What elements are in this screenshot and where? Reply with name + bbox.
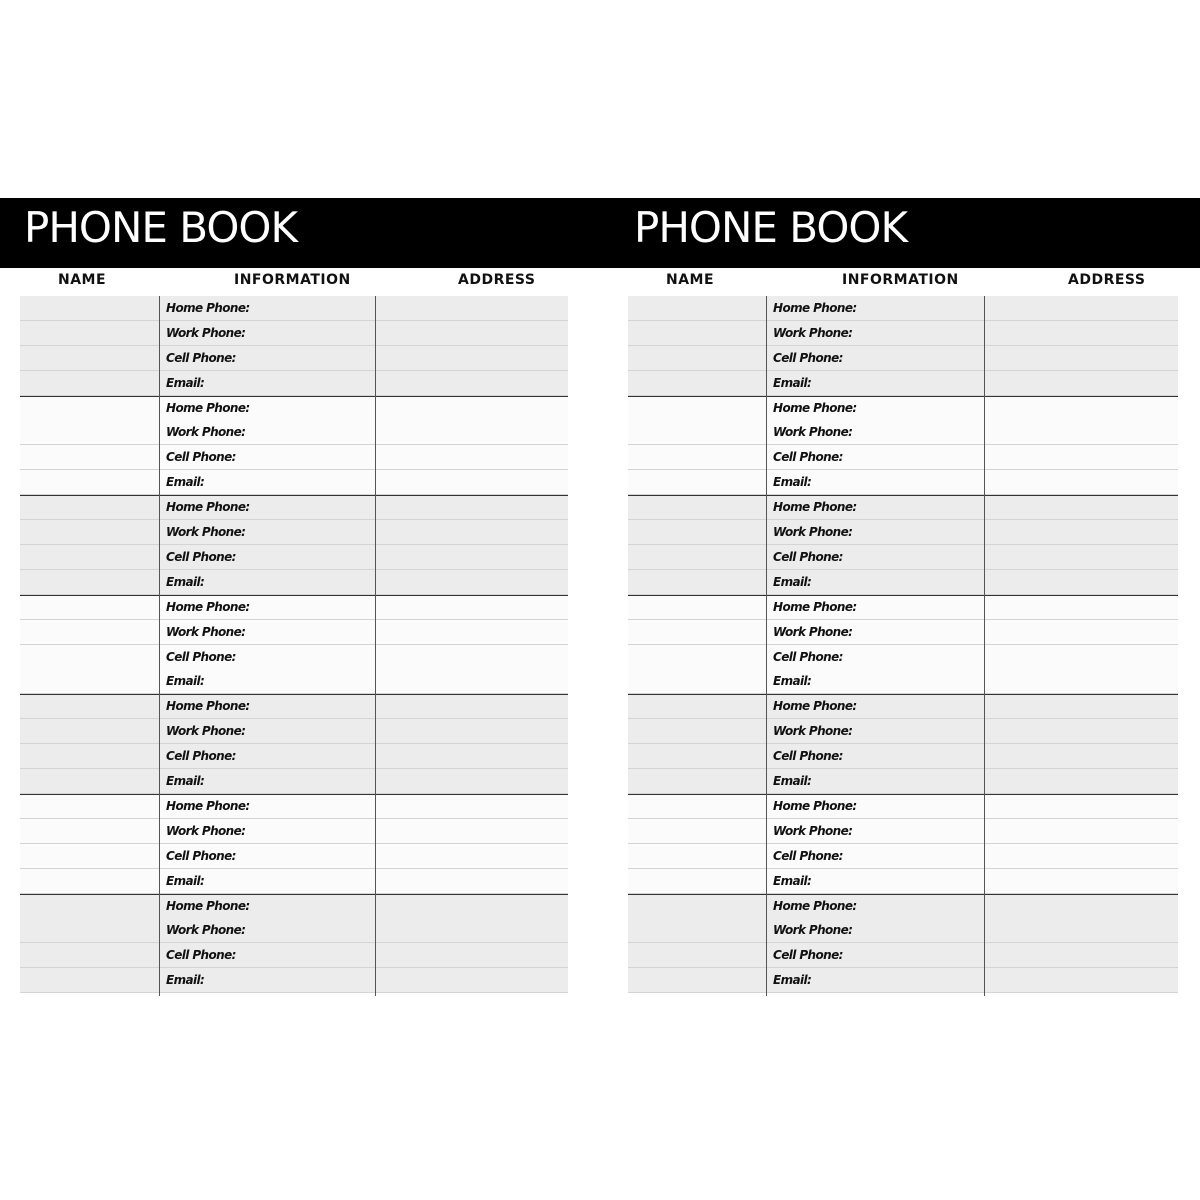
entry-line[interactable] xyxy=(628,470,1178,495)
field-label: Work Phone: xyxy=(166,325,246,340)
entry-line[interactable] xyxy=(628,794,1178,819)
field-label: Cell Phone: xyxy=(166,749,236,764)
field-label: Home Phone: xyxy=(166,799,250,813)
entry-line[interactable] xyxy=(20,620,568,645)
contact-entry xyxy=(20,296,568,396)
field-label: Home Phone: xyxy=(773,301,857,315)
field-label: Cell Phone: xyxy=(166,350,236,365)
field-label: Home Phone: xyxy=(773,500,857,515)
phone-book-page-right xyxy=(628,268,1178,1003)
entry-line[interactable] xyxy=(628,545,1178,570)
entry-line[interactable] xyxy=(628,396,1178,421)
field-label: Email: xyxy=(773,873,812,888)
field-label: Email: xyxy=(166,973,205,988)
entry-separator xyxy=(628,794,1178,795)
field-label: Work Phone: xyxy=(166,624,246,639)
contact-entry xyxy=(628,495,1178,595)
entry-line[interactable] xyxy=(20,470,568,495)
field-label: Home Phone: xyxy=(166,500,250,515)
field-label: Cell Phone: xyxy=(773,848,843,863)
field-label: Home Phone: xyxy=(773,599,857,614)
field-label: Home Phone: xyxy=(166,599,250,614)
phone-book-page-left xyxy=(20,268,568,1003)
entry-separator xyxy=(20,396,568,397)
entry-line[interactable] xyxy=(628,894,1178,919)
field-label: Email: xyxy=(166,674,205,689)
field-label: Work Phone: xyxy=(773,325,853,340)
field-label: Work Phone: xyxy=(166,525,246,540)
entry-separator xyxy=(628,396,1178,397)
contact-entry xyxy=(628,396,1178,496)
entry-separator xyxy=(628,595,1178,596)
contact-entry xyxy=(20,595,568,695)
field-label: Email: xyxy=(166,475,205,490)
entry-separator xyxy=(20,595,568,596)
field-label: Email: xyxy=(773,674,812,689)
field-label: Email: xyxy=(166,375,205,390)
field-label: Work Phone: xyxy=(773,823,853,838)
entry-line[interactable] xyxy=(20,346,568,371)
field-label: Cell Phone: xyxy=(166,948,236,963)
field-label: Home Phone: xyxy=(773,799,857,813)
contact-entry xyxy=(20,794,568,894)
field-label: Home Phone: xyxy=(166,898,250,913)
column-header-address: ADDRESS xyxy=(458,272,536,288)
entry-line[interactable] xyxy=(20,819,568,844)
field-label: Work Phone: xyxy=(166,923,246,938)
entry-line[interactable] xyxy=(20,396,568,421)
field-label: Work Phone: xyxy=(166,724,246,739)
entry-line[interactable] xyxy=(20,645,568,670)
field-label: Work Phone: xyxy=(773,624,853,639)
contact-entry xyxy=(20,894,568,994)
entry-line[interactable] xyxy=(20,794,568,819)
field-label: Home Phone: xyxy=(773,699,857,714)
entry-line[interactable] xyxy=(20,321,568,346)
contact-entry xyxy=(628,595,1178,695)
page-title-left: PHONE BOOK xyxy=(24,203,298,252)
field-label: Work Phone: xyxy=(773,525,853,540)
field-label: Work Phone: xyxy=(773,425,853,440)
entry-line[interactable] xyxy=(20,694,568,719)
contact-entry xyxy=(20,396,568,496)
address-column-divider xyxy=(984,296,985,996)
entry-line[interactable] xyxy=(628,669,1178,694)
entry-line[interactable] xyxy=(628,819,1178,844)
field-label: Cell Phone: xyxy=(773,450,843,465)
field-label: Email: xyxy=(166,574,205,589)
entry-line[interactable] xyxy=(20,769,568,794)
entry-line[interactable] xyxy=(628,744,1178,769)
entry-line[interactable] xyxy=(20,669,568,694)
name-column-divider xyxy=(159,296,160,996)
entry-line[interactable] xyxy=(628,694,1178,719)
entry-line[interactable] xyxy=(20,445,568,470)
entries-grid xyxy=(20,296,568,996)
column-header-name: NAME xyxy=(666,272,715,288)
entry-line[interactable] xyxy=(20,545,568,570)
entry-line[interactable] xyxy=(20,719,568,744)
field-label: Email: xyxy=(166,873,205,888)
field-label: Work Phone: xyxy=(166,823,246,838)
field-label: Home Phone: xyxy=(166,699,250,714)
entry-line[interactable] xyxy=(628,321,1178,346)
entry-line[interactable] xyxy=(628,371,1178,396)
entry-line[interactable] xyxy=(628,719,1178,744)
entry-line[interactable] xyxy=(20,744,568,769)
field-label: Email: xyxy=(773,774,812,789)
name-column-divider xyxy=(766,296,767,996)
entry-line[interactable] xyxy=(20,570,568,595)
field-label: Work Phone: xyxy=(773,923,853,938)
field-label: Cell Phone: xyxy=(773,649,843,664)
entry-separator xyxy=(628,894,1178,895)
entry-separator xyxy=(20,894,568,895)
contact-entry xyxy=(628,296,1178,396)
field-label: Cell Phone: xyxy=(773,350,843,365)
column-header-name: NAME xyxy=(58,272,107,288)
entry-line[interactable] xyxy=(20,918,568,943)
entry-line[interactable] xyxy=(20,371,568,396)
contact-entry xyxy=(628,894,1178,994)
entry-line[interactable] xyxy=(20,520,568,545)
contact-entry xyxy=(628,794,1178,894)
entry-separator xyxy=(628,495,1178,496)
entry-line[interactable] xyxy=(20,595,568,620)
entry-line[interactable] xyxy=(20,296,568,321)
field-label: Home Phone: xyxy=(773,898,857,913)
entry-line[interactable] xyxy=(628,420,1178,445)
page-title-right: PHONE BOOK xyxy=(634,203,908,252)
field-label: Cell Phone: xyxy=(773,948,843,963)
column-header-information: INFORMATION xyxy=(842,272,959,288)
entry-line[interactable] xyxy=(628,570,1178,595)
field-label: Cell Phone: xyxy=(773,549,843,564)
entry-line[interactable] xyxy=(20,495,568,520)
entry-line[interactable] xyxy=(628,495,1178,520)
entry-line[interactable] xyxy=(628,520,1178,545)
entry-line[interactable] xyxy=(20,894,568,919)
entry-line[interactable] xyxy=(628,620,1178,645)
entry-line[interactable] xyxy=(20,968,568,993)
entry-line[interactable] xyxy=(628,769,1178,794)
field-label: Home Phone: xyxy=(166,400,250,415)
entry-line[interactable] xyxy=(628,346,1178,371)
entry-line[interactable] xyxy=(628,918,1178,943)
address-column-divider xyxy=(375,296,376,996)
entry-line[interactable] xyxy=(628,645,1178,670)
column-header-information: INFORMATION xyxy=(234,272,351,288)
field-label: Email: xyxy=(166,774,205,789)
entry-line[interactable] xyxy=(628,943,1178,968)
field-label: Email: xyxy=(773,973,812,988)
contact-entry xyxy=(20,694,568,794)
entry-separator xyxy=(628,694,1178,695)
field-label: Home Phone: xyxy=(166,301,250,315)
entry-separator xyxy=(20,495,568,496)
field-label: Cell Phone: xyxy=(166,450,236,465)
contact-entry xyxy=(20,495,568,595)
entry-line[interactable] xyxy=(628,968,1178,993)
field-label: Cell Phone: xyxy=(773,749,843,764)
field-label: Cell Phone: xyxy=(166,848,236,863)
entry-line[interactable] xyxy=(628,869,1178,894)
field-label: Email: xyxy=(773,475,812,490)
column-header-address: ADDRESS xyxy=(1068,272,1146,288)
field-label: Work Phone: xyxy=(166,425,246,440)
field-label: Email: xyxy=(773,375,812,390)
entry-line[interactable] xyxy=(20,943,568,968)
field-label: Email: xyxy=(773,574,812,589)
entry-line[interactable] xyxy=(20,869,568,894)
entry-separator xyxy=(20,794,568,795)
entry-line[interactable] xyxy=(628,445,1178,470)
field-label: Cell Phone: xyxy=(166,549,236,564)
field-label: Work Phone: xyxy=(773,724,853,739)
field-label: Home Phone: xyxy=(773,400,857,415)
entry-line[interactable] xyxy=(20,420,568,445)
entries-grid xyxy=(628,296,1178,996)
entry-line[interactable] xyxy=(628,595,1178,620)
field-label: Cell Phone: xyxy=(166,649,236,664)
entry-line[interactable] xyxy=(628,296,1178,321)
entry-line[interactable] xyxy=(20,844,568,869)
entry-line[interactable] xyxy=(628,844,1178,869)
entry-separator xyxy=(20,694,568,695)
contact-entry xyxy=(628,694,1178,794)
